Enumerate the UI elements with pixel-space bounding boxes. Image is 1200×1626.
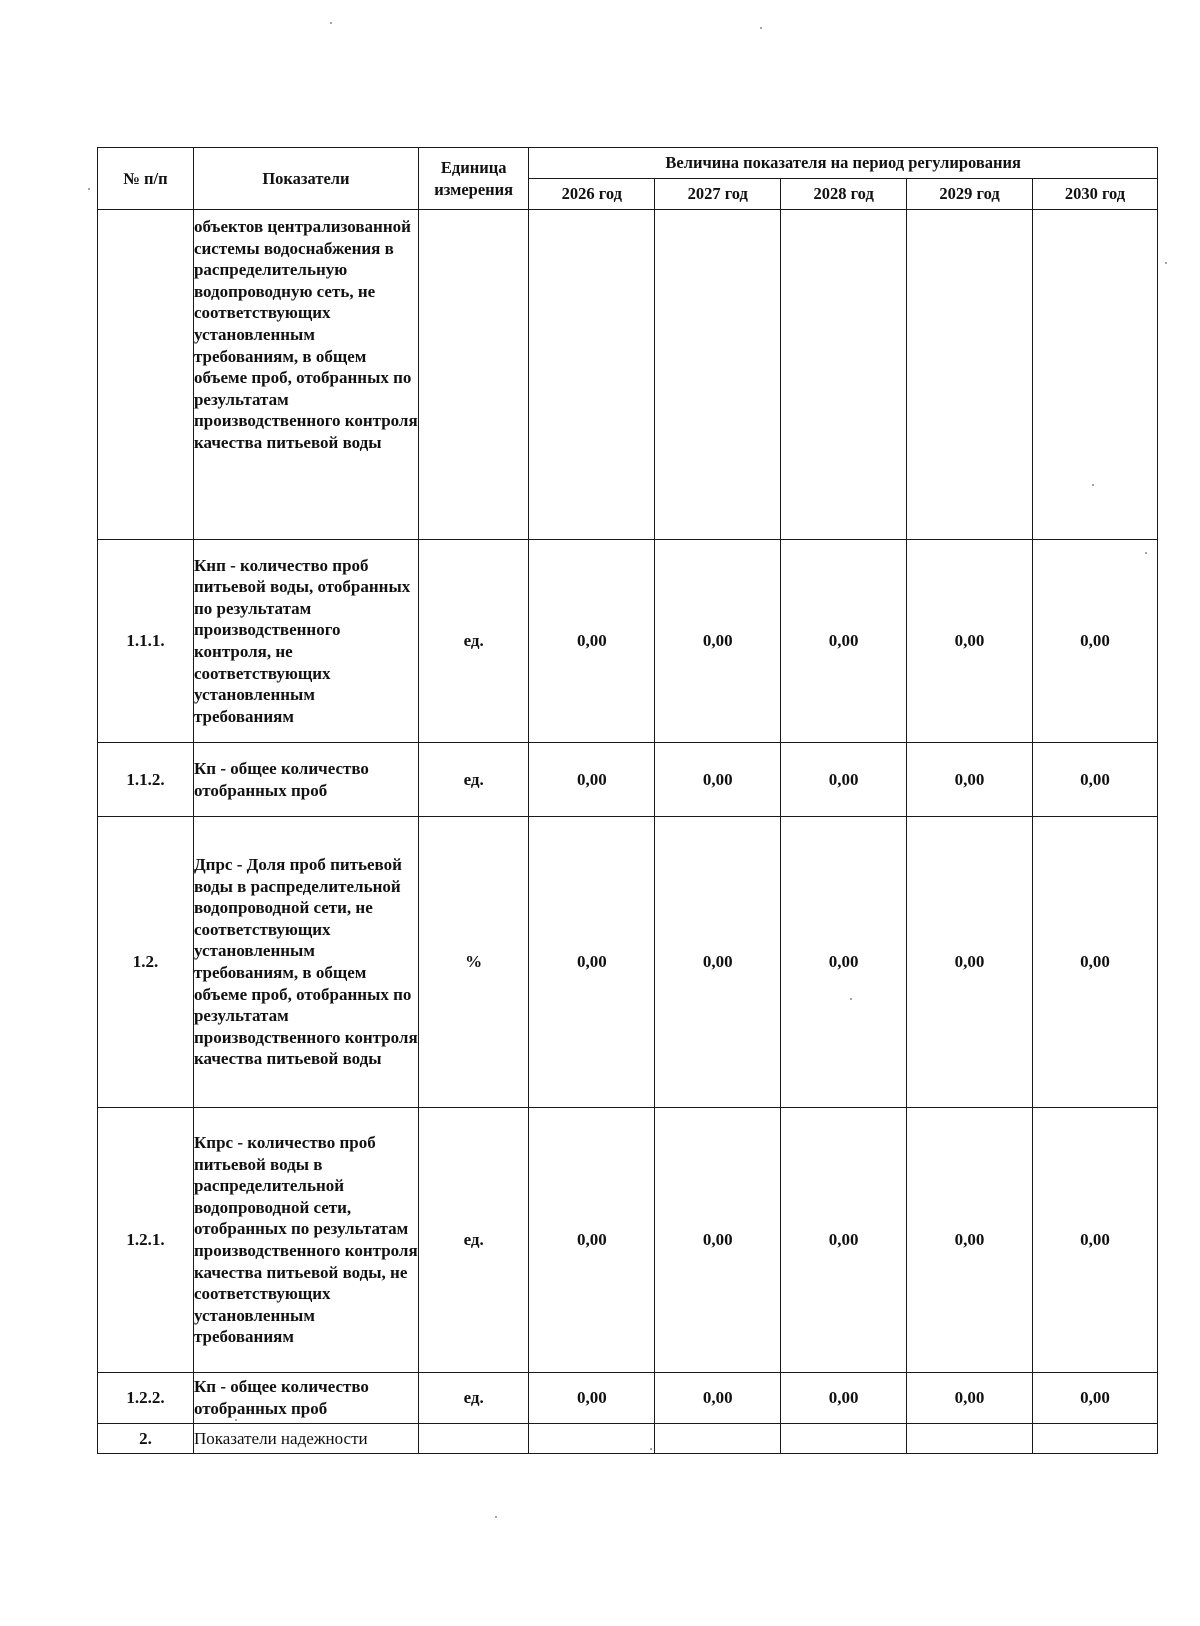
scan-speck [1145,552,1147,554]
row-value-2027: 0,00 [655,1373,781,1424]
row-indicator: Кнп - количество проб питьевой воды, отобранных по результатам производственного контроля, не соответствующих установленным требованиям [193,540,418,743]
row-value-2028: 0,00 [781,1373,907,1424]
row-value-2029 [907,1424,1033,1454]
row-value-2026: 0,00 [529,743,655,817]
row-value-2028: 0,00 [781,1108,907,1373]
row-indicator: объектов централизованной системы водоснабжения в распределительную водопроводную сеть, не соответствующих установленным требованиям, в общем объеме проб, отобранных по результатам производственного контроля качества питьевой воды [193,210,418,540]
row-value-2030: 0,00 [1033,743,1158,817]
row-unit [418,210,528,540]
row-number: 1.1.1. [98,540,194,743]
scan-speck [850,998,852,1000]
row-unit: ед. [418,1108,528,1373]
row-value-2026: 0,00 [529,540,655,743]
row-unit [418,1424,528,1454]
table-row [98,817,1158,1108]
row-unit: ед. [418,1373,528,1424]
row-value-2029 [907,210,1033,540]
row-indicator: Кп - общее количество отобранных проб [193,1373,418,1424]
row-value-2027: 0,00 [655,1108,781,1373]
header-period: Величина показателя на период регулирования [529,148,1158,179]
row-value-2028 [781,1424,907,1454]
scan-speck [235,1419,237,1421]
row-number [98,210,194,540]
row-value-2027: 0,00 [655,743,781,817]
row-value-2026 [529,210,655,540]
row-value-2030: 0,00 [1033,1108,1158,1373]
table-row [98,540,1158,743]
header-indicators: Показатели [193,148,418,210]
row-value-2026: 0,00 [529,817,655,1108]
row-value-2026: 0,00 [529,1108,655,1373]
row-value-2029: 0,00 [907,1373,1033,1424]
header-year-2029: 2029 год [907,179,1033,210]
row-value-2030 [1033,210,1158,540]
row-value-2030: 0,00 [1033,817,1158,1108]
row-value-2026: 0,00 [529,1373,655,1424]
header-year-2026: 2026 год [529,179,655,210]
row-value-2030 [1033,1424,1158,1454]
header-year-2030: 2030 год [1033,179,1158,210]
row-value-2028: 0,00 [781,540,907,743]
table-row [98,210,1158,540]
row-indicator: Показатели надежности [193,1424,418,1454]
table-row [98,743,1158,817]
scan-speck [495,1516,497,1518]
scan-speck [1165,262,1167,264]
row-value-2026 [529,1424,655,1454]
scan-speck [88,188,90,190]
scan-speck [650,1448,652,1450]
row-number: 2. [98,1424,194,1454]
row-indicator: Кп - общее количество отобранных проб [193,743,418,817]
row-value-2030: 0,00 [1033,540,1158,743]
table-row [98,1373,1158,1424]
header-unit: Единица измерения [418,148,528,210]
row-value-2029: 0,00 [907,540,1033,743]
row-unit: ед. [418,540,528,743]
row-indicator: Кпрс - количество проб питьевой воды в распределительной водопроводной сети, отобранных по результатам производственного контроля качества питьевой воды, не соответствующих установленным требованиям [193,1108,418,1373]
row-value-2028: 0,00 [781,817,907,1108]
header-year-2028: 2028 год [781,179,907,210]
row-value-2027 [655,1424,781,1454]
row-number: 1.1.2. [98,743,194,817]
scan-speck [760,27,762,29]
row-value-2027: 0,00 [655,817,781,1108]
row-value-2030: 0,00 [1033,1373,1158,1424]
row-number: 1.2. [98,817,194,1108]
table-row [98,1424,1158,1454]
header-year-2027: 2027 год [655,179,781,210]
row-number: 1.2.1. [98,1108,194,1373]
row-indicator: Дпрс - Доля проб питьевой воды в распределительной водопроводной сети, не соответствующих установленным требованиям, в общем объеме проб, отобранных по результатам производственного контроля качества питьевой воды [193,817,418,1108]
row-value-2029: 0,00 [907,817,1033,1108]
scan-speck [1092,484,1094,486]
row-unit: % [418,817,528,1108]
row-value-2027: 0,00 [655,540,781,743]
header-number: № п/п [98,148,194,210]
table-row [98,1108,1158,1373]
row-value-2027 [655,210,781,540]
row-value-2029: 0,00 [907,1108,1033,1373]
row-unit: ед. [418,743,528,817]
row-value-2028 [781,210,907,540]
indicators-table [97,147,1158,1454]
scan-speck [330,22,332,24]
row-value-2029: 0,00 [907,743,1033,817]
row-value-2028: 0,00 [781,743,907,817]
row-number: 1.2.2. [98,1373,194,1424]
